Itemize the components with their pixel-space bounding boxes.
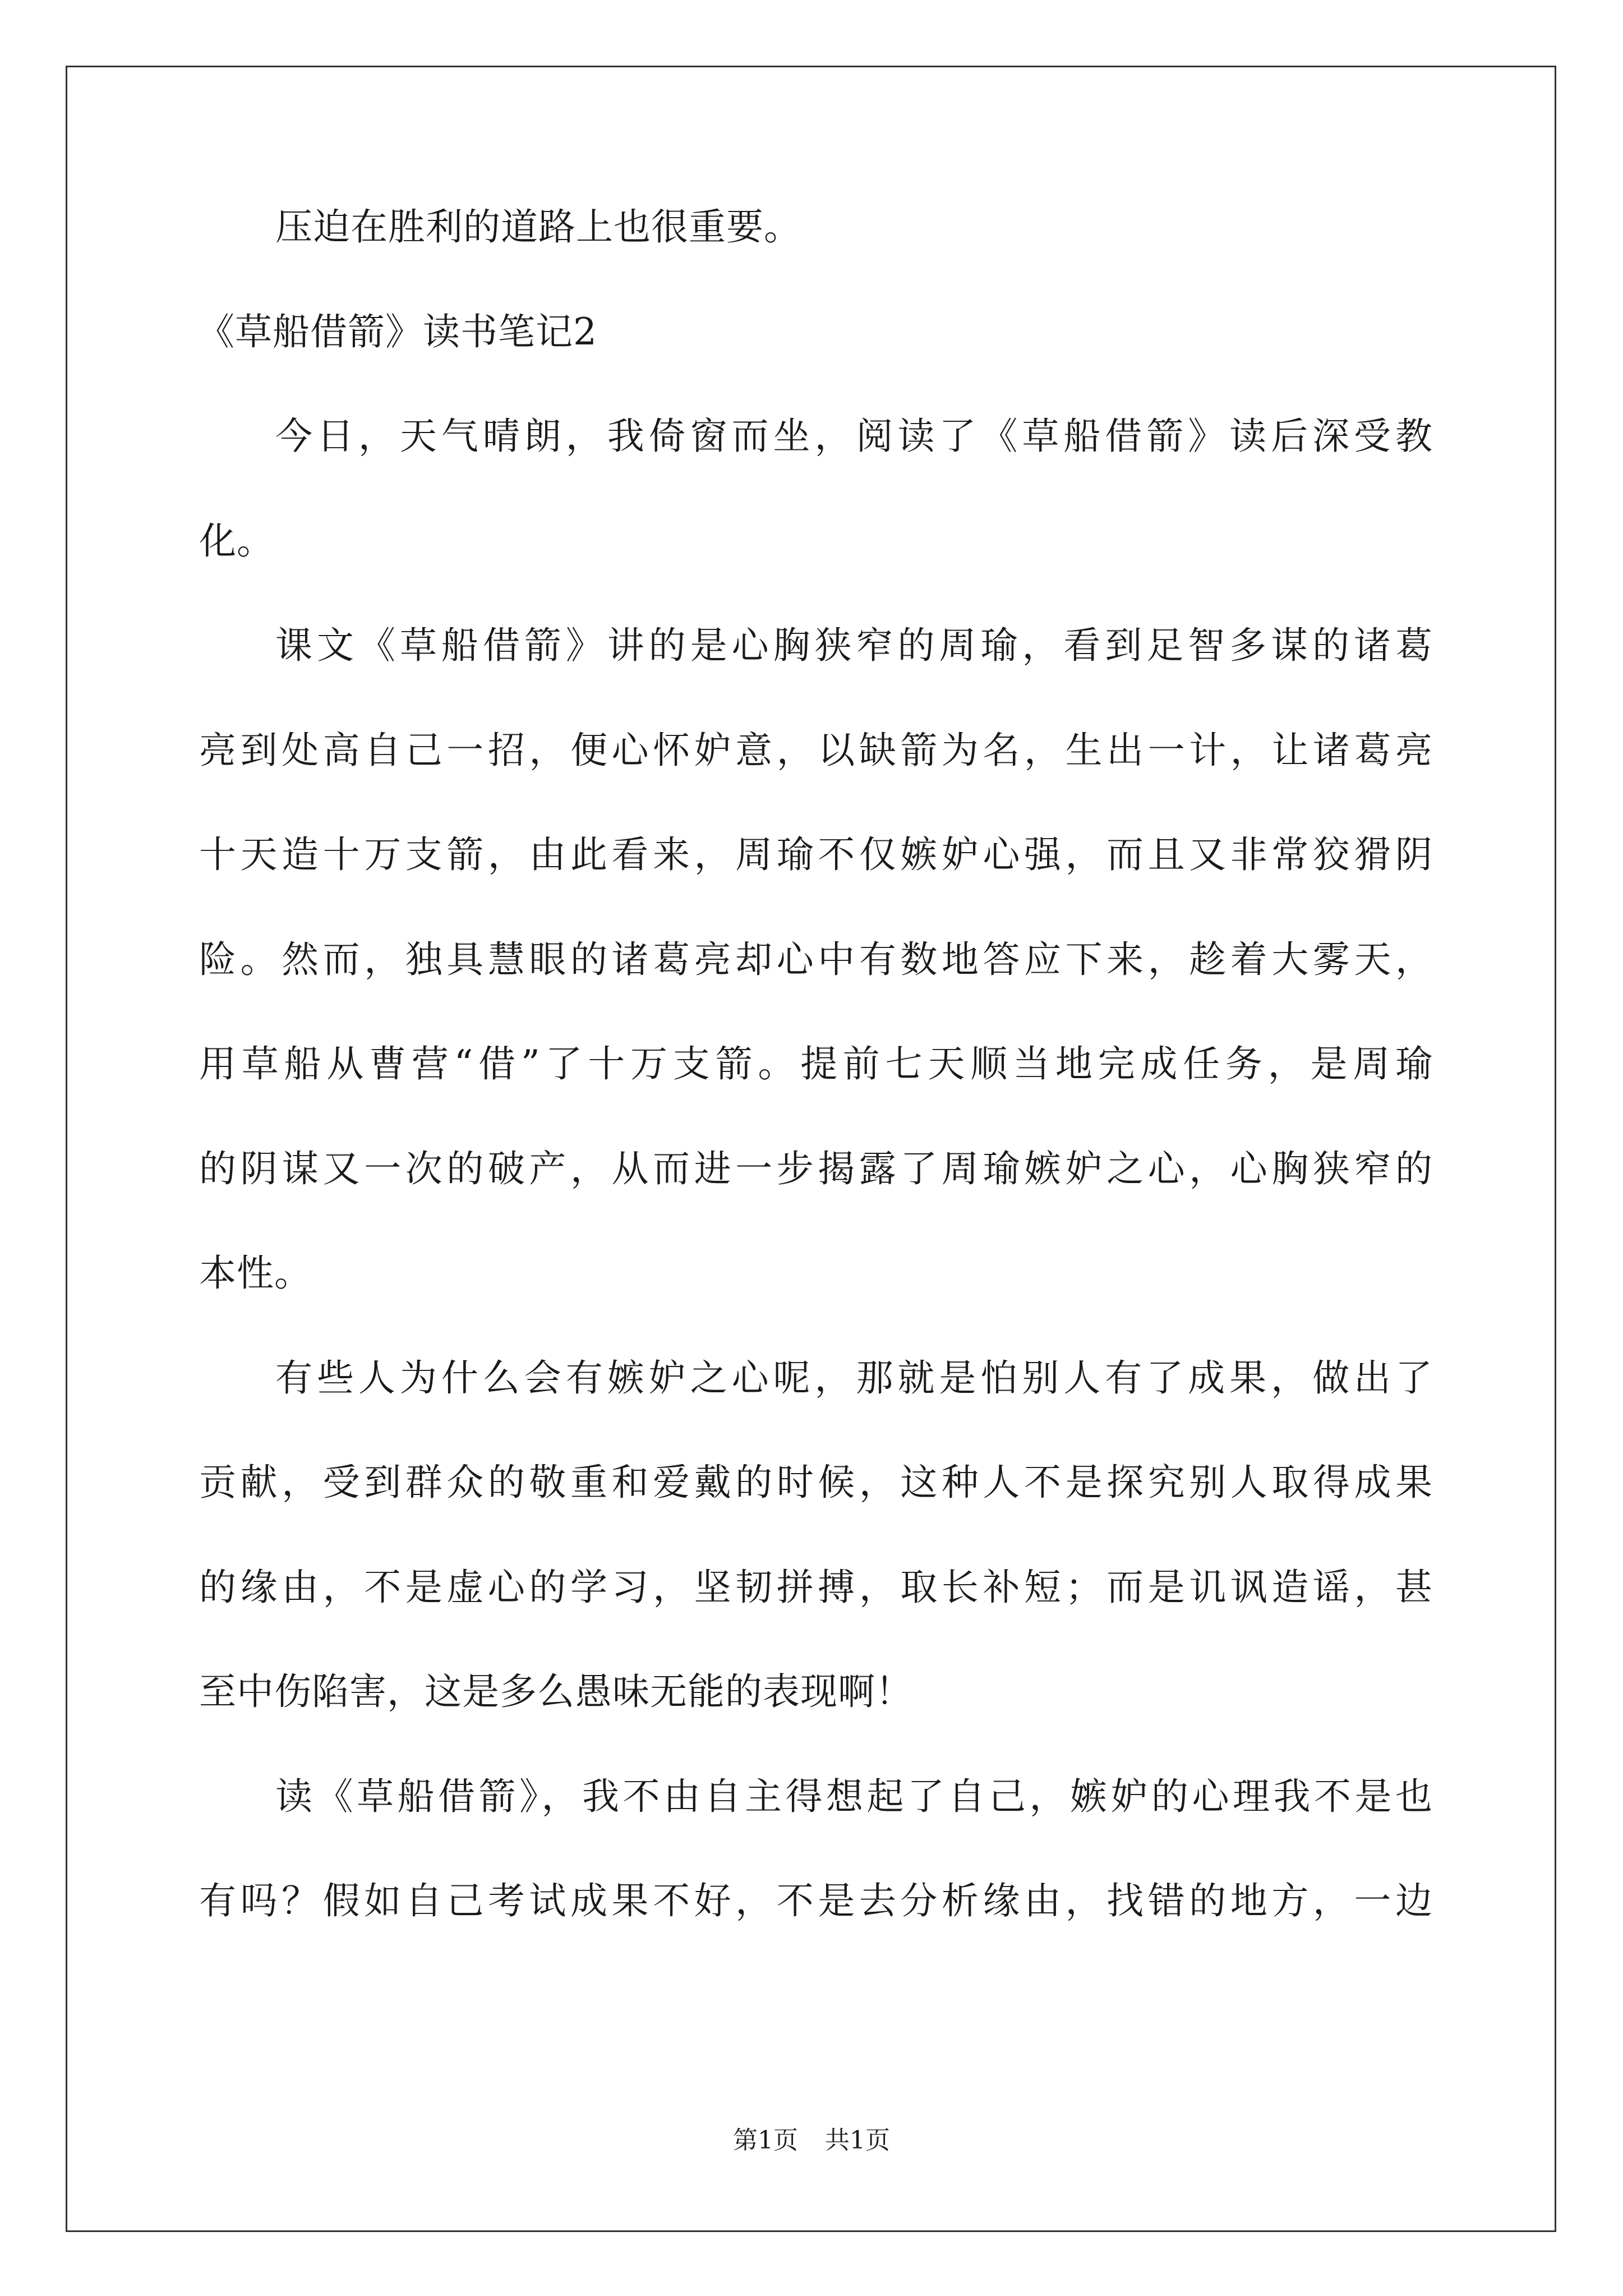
paragraph-line: 化。: [199, 519, 274, 563]
paragraph-line: 有吗？假如自己考试成果不好，不是去分析缘由，找错的地方，一边: [199, 1879, 1433, 1922]
paragraph-line: 本性。: [199, 1251, 312, 1295]
paragraph-line: 十天造十万支箭，由此看来，周瑜不仅嫉妒心强，而且又非常狡猾阴: [199, 833, 1433, 876]
page-number: 第1页: [733, 2126, 798, 2155]
paragraph-line: 贡献，受到群众的敬重和爱戴的时候，这种人不是探究别人取得成果: [199, 1461, 1433, 1504]
document-body: [199, 202, 1433, 1981]
paragraph-line: 课文《草船借箭》讲的是心胸狭窄的周瑜，看到足智多谋的诸葛: [275, 624, 1433, 667]
paragraph-line: 今日，天气晴朗，我倚窗而坐，阅读了《草船借箭》读后深受教: [275, 415, 1433, 458]
section-heading: 《草船借箭》读书笔记2: [197, 310, 597, 353]
paragraph-line: 用草船从曹营“借”了十万支箭。提前七天顺当地完成任务，是周瑜: [199, 1042, 1433, 1085]
paragraph-line: 读《草船借箭》，我不由自主得想起了自己，嫉妒的心理我不是也: [275, 1774, 1433, 1818]
paragraph-line: 压迫在胜利的道路上也很重要。: [275, 205, 801, 249]
page-total: 共1页: [825, 2126, 890, 2155]
paragraph-line: 的阴谋又一次的破产，从而进一步揭露了周瑜嫉妒之心，心胸狭窄的: [199, 1147, 1433, 1190]
paragraph-line: 有些人为什么会有嫉妒之心呢，那就是怕别人有了成果，做出了: [275, 1356, 1433, 1400]
paragraph-line: 亮到处高自己一招，便心怀妒意，以缺箭为名，生出一计，让诸葛亮: [199, 728, 1433, 772]
page-footer: [0, 2124, 1623, 2157]
paragraph-line: 至中伤陷害，这是多么愚味无能的表现啊！: [199, 1670, 913, 1713]
paragraph-line: 的缘由，不是虚心的学习，坚韧拼搏，取长补短；而是讥讽造谣，甚: [199, 1565, 1433, 1609]
paragraph-line: 险。然而，独具慧眼的诸葛亮却心中有数地答应下来，趁着大雾天，: [199, 937, 1433, 981]
